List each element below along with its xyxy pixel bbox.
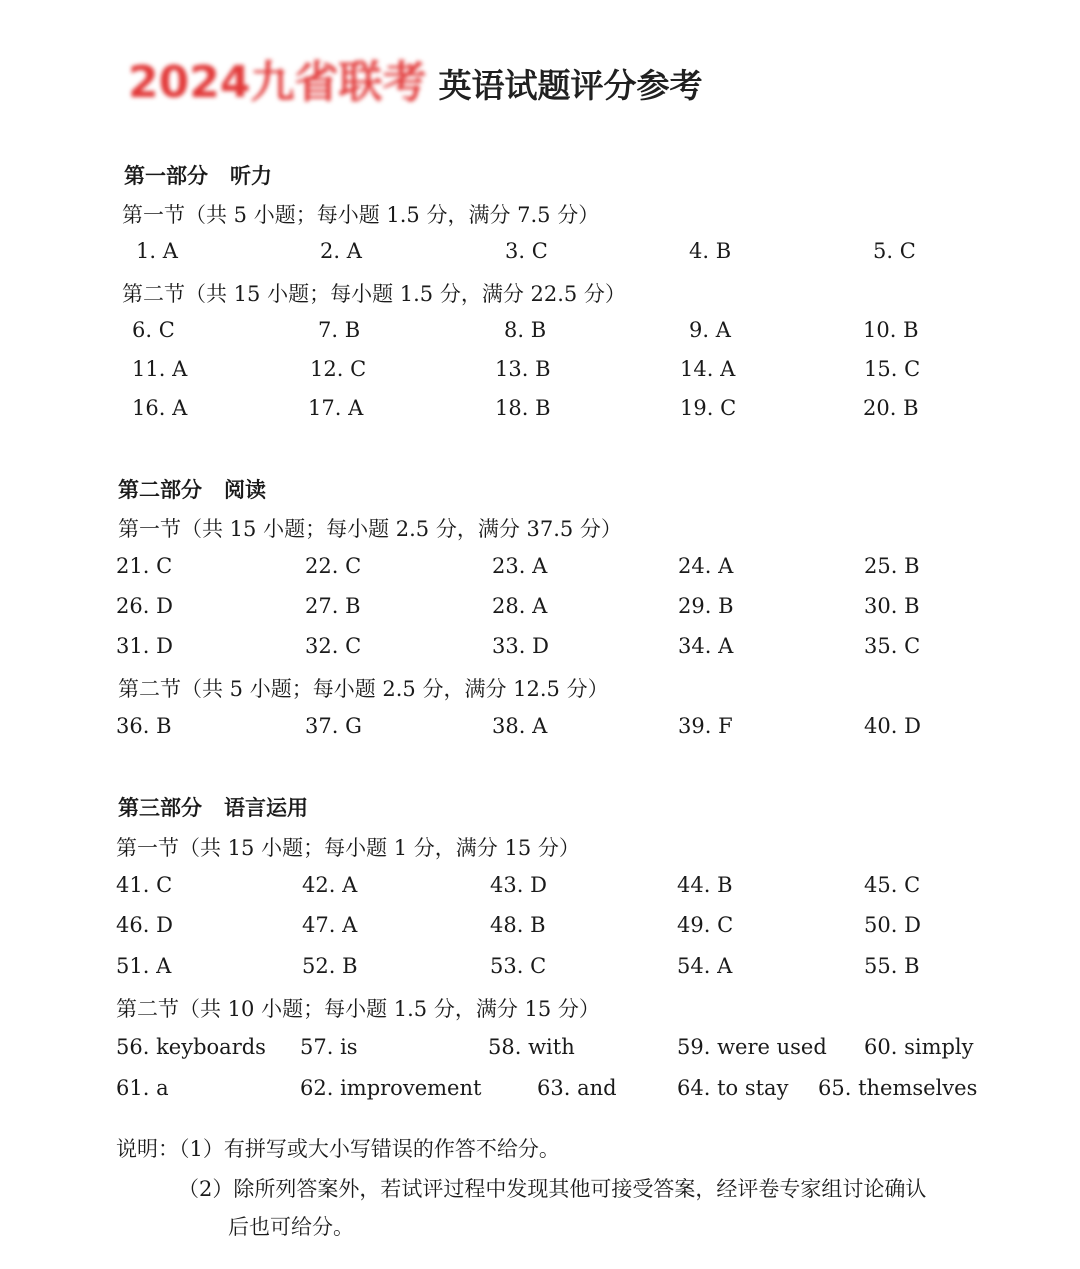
answer-item: 18. B [495, 396, 551, 420]
answer-item: 22. C [305, 554, 362, 578]
answer-item: 35. C [864, 634, 921, 658]
answer-item: 59. were used [677, 1035, 827, 1059]
answer-item: 31. D [116, 634, 173, 658]
answer-item: 19. C [680, 396, 737, 420]
answer-row [0, 714, 1080, 744]
note-label: 说明： [116, 1137, 179, 1161]
answer-item: 55. B [864, 954, 920, 978]
answer-item: 3. C [505, 239, 548, 263]
answer-item: 43. D [490, 873, 547, 897]
answer-item: 34. A [678, 634, 734, 658]
answer-item: 28. A [492, 594, 548, 618]
answer-item: 10. B [863, 318, 919, 342]
answer-item: 20. B [863, 396, 919, 420]
answer-row [0, 954, 1080, 984]
answer-item: 15. C [864, 357, 921, 381]
answer-item: 51. A [116, 954, 172, 978]
answer-item: 47. A [302, 913, 358, 937]
answer-item: 14. A [680, 357, 736, 381]
answer-item: 26. D [116, 594, 173, 618]
answer-item: 62. improvement [300, 1076, 482, 1100]
part-3-heading: 第三部分 语言运用 [118, 796, 308, 820]
answer-row [0, 1035, 1080, 1065]
answer-item: 4. B [689, 239, 732, 263]
answer-row [0, 594, 1080, 624]
answer-row [0, 239, 1080, 269]
part-1-heading: 第一部分 听力 [124, 164, 272, 188]
answer-item: 38. A [492, 714, 548, 738]
note-item-1: （1）有拼写或大小写错误的作答不给分。 [179, 1137, 560, 1161]
answer-row [0, 1076, 1080, 1106]
answer-row [0, 873, 1080, 903]
answer-item: 56. keyboards [116, 1035, 266, 1059]
answer-item: 9. A [689, 318, 731, 342]
answer-item: 46. D [116, 913, 173, 937]
answer-item: 11. A [132, 357, 188, 381]
part-1-section-1-heading: 第一节（共 5 小题；每小题 1.5 分，满分 7.5 分） [122, 203, 600, 227]
answer-row [0, 634, 1080, 664]
answer-row [0, 554, 1080, 584]
answer-item: 33. D [492, 634, 549, 658]
answer-item: 41. C [116, 873, 173, 897]
answer-item: 1. A [136, 239, 178, 263]
answer-item: 44. B [677, 873, 733, 897]
answer-item: 45. C [864, 873, 921, 897]
answer-item: 61. a [116, 1076, 169, 1100]
answer-item: 39. F [678, 714, 733, 738]
answer-item: 65. themselves [818, 1076, 978, 1100]
answer-item: 17. A [308, 396, 364, 420]
title-subject: 英语试题评分参考 [438, 66, 703, 105]
answer-item: 50. D [864, 913, 921, 937]
answer-item: 5. C [873, 239, 916, 263]
answer-item: 52. B [302, 954, 358, 978]
answer-item: 6. C [132, 318, 175, 342]
answer-item: 40. D [864, 714, 921, 738]
answer-item: 16. A [132, 396, 188, 420]
answer-item: 21. C [116, 554, 173, 578]
answer-row [0, 913, 1080, 943]
answer-item: 63. and [537, 1076, 617, 1100]
part-2-section-2-heading: 第二节（共 5 小题；每小题 2.5 分，满分 12.5 分） [118, 677, 609, 701]
answer-item: 23. A [492, 554, 548, 578]
part-2-heading: 第二部分 阅读 [118, 478, 266, 502]
answer-item: 25. B [864, 554, 920, 578]
answer-item: 36. B [116, 714, 172, 738]
answer-item: 42. A [302, 873, 358, 897]
part-3-section-2-heading: 第二节（共 10 小题；每小题 1.5 分，满分 15 分） [116, 997, 600, 1021]
answer-item: 57. is [300, 1035, 358, 1059]
answer-item: 29. B [678, 594, 734, 618]
answer-item: 32. C [305, 634, 362, 658]
title-exam-name: 2024九省联考 [128, 57, 427, 108]
note-item-2-continued: 后也可给分。 [228, 1215, 354, 1239]
answer-item: 64. to stay [677, 1076, 789, 1100]
answer-row [0, 357, 1080, 387]
answer-item: 12. C [310, 357, 367, 381]
answer-item: 2. A [320, 239, 362, 263]
part-3-section-1-heading: 第一节（共 15 小题；每小题 1 分，满分 15 分） [116, 836, 580, 860]
answer-item: 53. C [490, 954, 547, 978]
answer-item: 48. B [490, 913, 546, 937]
answer-item: 60. simply [864, 1035, 974, 1059]
answer-item: 37. G [305, 714, 362, 738]
answer-item: 8. B [504, 318, 547, 342]
answer-row [0, 318, 1080, 348]
part-1-section-2-heading: 第二节（共 15 小题；每小题 1.5 分，满分 22.5 分） [122, 282, 626, 306]
answer-item: 27. B [305, 594, 361, 618]
answer-item: 13. B [495, 357, 551, 381]
answer-row [0, 396, 1080, 426]
note-line-1 [116, 1133, 560, 1163]
part-2-section-1-heading: 第一节（共 15 小题；每小题 2.5 分，满分 37.5 分） [118, 517, 622, 541]
answer-item: 7. B [318, 318, 361, 342]
answer-item: 58. with [488, 1035, 575, 1059]
document-title [128, 46, 702, 110]
note-item-2: （2）除所列答案外，若试评过程中发现其他可接受答案，经评卷专家组讨论确认 [178, 1177, 927, 1201]
answer-item: 30. B [864, 594, 920, 618]
answer-item: 54. A [677, 954, 733, 978]
answer-item: 24. A [678, 554, 734, 578]
answer-item: 49. C [677, 913, 734, 937]
